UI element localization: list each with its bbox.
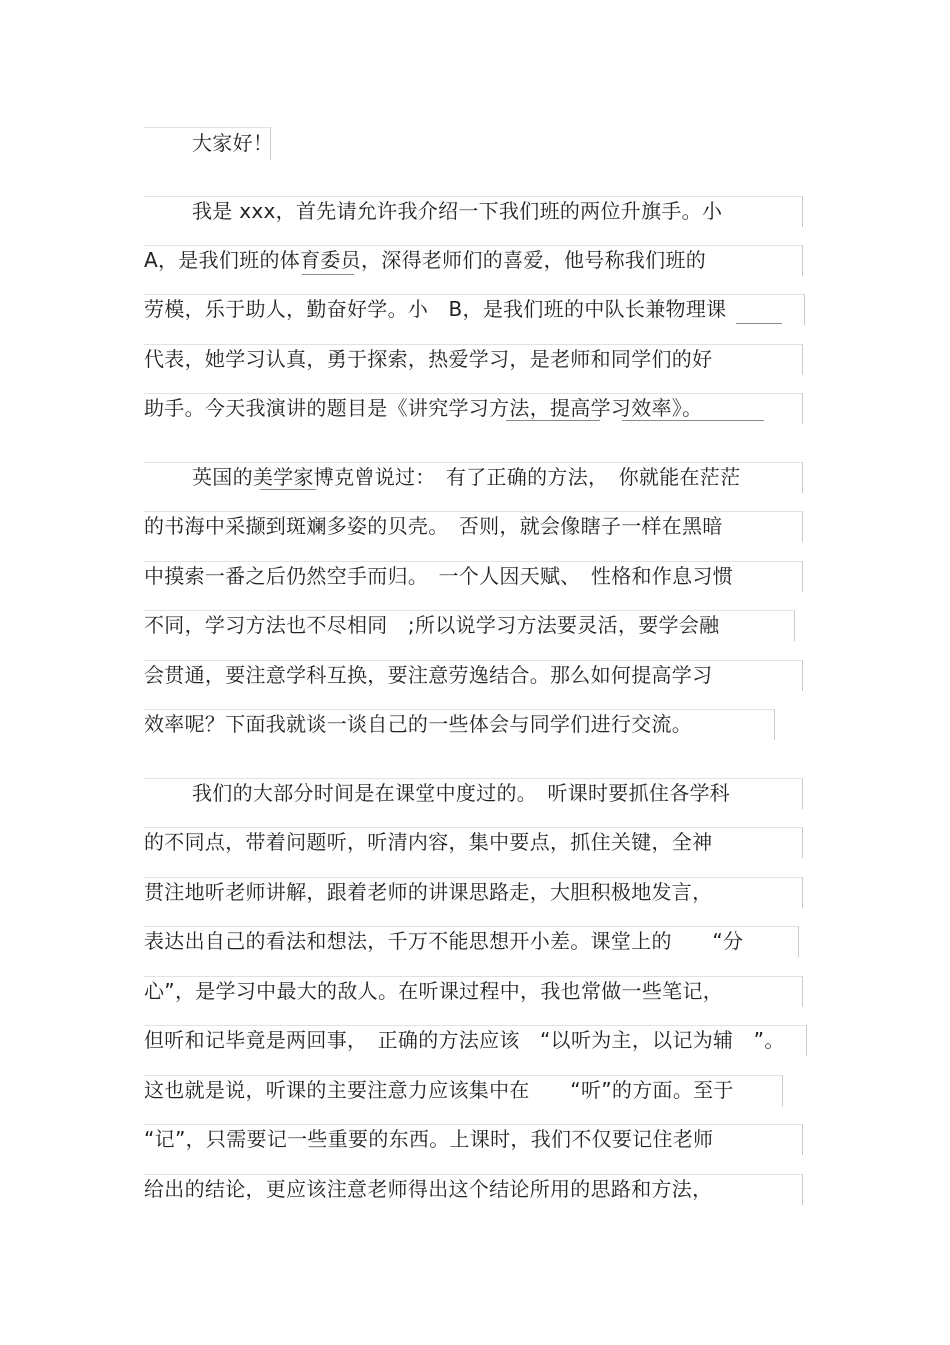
paragraph-line: 助手。今天我演讲的题目是《讲究学习方法，提高学习效率》。 bbox=[144, 396, 703, 420]
greeting-line: 大家好！ bbox=[192, 131, 274, 155]
paragraph-line: 这也就是说，听课的主要注意力应该集中在 “听”的方面。至于 bbox=[144, 1078, 734, 1102]
paragraph-line: 我是 xxx，首先请允许我介绍一下我们班的两位升旗手。小 bbox=[192, 199, 723, 223]
underline-mark bbox=[302, 274, 354, 275]
paragraph-line: 但听和记毕竟是两回事， 正确的方法应该 “以听为主，以记为辅 ”。 bbox=[144, 1028, 785, 1052]
paragraph-line: “记”，只需要记一些重要的东西。上课时，我们不仅要记住老师 bbox=[144, 1127, 714, 1151]
paragraph-line: 英国的美学家博克曾说过： 有了正确的方法， 你就能在茫茫 bbox=[192, 465, 741, 489]
paragraph-line: A，是我们班的体育委员，深得老师们的喜爱，他号称我们班的 bbox=[144, 248, 707, 272]
paragraph-line: 心”，是学习中最大的敌人。在听课过程中，我也常做一些笔记， bbox=[144, 979, 724, 1003]
paragraph-line: 的书海中采撷到斑斓多姿的贝壳。 否则，就会像瞎子一样在黑暗 bbox=[144, 514, 723, 538]
paragraph-line: 不同，学习方法也不尽相同 ;所以说学习方法要灵活，要学会融 bbox=[144, 613, 720, 637]
underline-mark bbox=[622, 420, 764, 421]
paragraph-line: 我们的大部分时间是在课堂中度过的。 听课时要抓住各学科 bbox=[192, 781, 731, 805]
paragraph-line: 表达出自己的看法和想法，千万不能思想开小差。课堂上的 “分 bbox=[144, 929, 744, 953]
underline-mark bbox=[260, 489, 316, 490]
paragraph-line: 效率呢？下面我就谈一谈自己的一些体会与同学们进行交流。 bbox=[144, 712, 693, 736]
paragraph-line: 代表，她学习认真，勇于探索，热爱学习，是老师和同学们的好 bbox=[144, 347, 713, 371]
underline-mark bbox=[736, 323, 782, 324]
paragraph-line: 贯注地听老师讲解，跟着老师的讲课思路走，大胆积极地发言， bbox=[144, 880, 713, 904]
paragraph-line: 给出的结论，更应该注意老师得出这个结论所用的思路和方法， bbox=[144, 1177, 713, 1201]
paragraph-line: 中摸索一番之后仍然空手而归。 一个人因天赋、 性格和作息习惯 bbox=[144, 564, 733, 588]
paragraph-line: 的不同点，带着问题听，听清内容，集中要点，抓住关键，全神 bbox=[144, 830, 713, 854]
paragraph-line: 会贯通，要注意学科互换，要注意劳逸结合。那么如何提高学习 bbox=[144, 663, 713, 687]
underline-mark bbox=[506, 420, 600, 421]
paragraph-line: 劳模，乐于助人，勤奋好学。小 B，是我们班的中队长兼物理课 bbox=[144, 297, 727, 321]
